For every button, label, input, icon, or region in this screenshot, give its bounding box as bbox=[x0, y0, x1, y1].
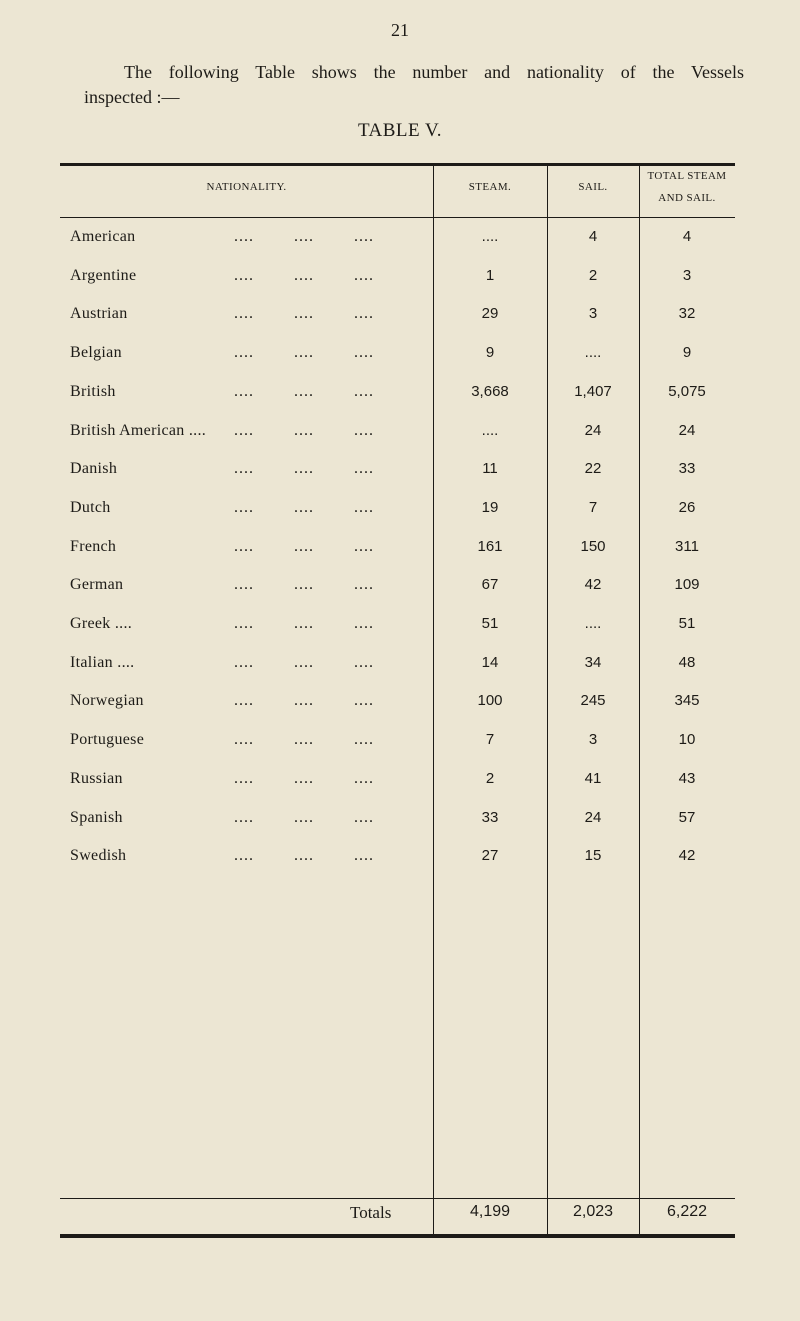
sail-cell: 24 bbox=[584, 808, 602, 826]
header-total-line-2: AND SAIL. bbox=[658, 192, 716, 204]
header-nationality: NATIONALITY. bbox=[206, 181, 287, 193]
leader-dot-group: .... bbox=[294, 305, 314, 323]
table-row bbox=[0, 731, 800, 769]
sail-cell: 34 bbox=[584, 653, 602, 671]
leader-dots bbox=[234, 499, 424, 517]
total-cell: 5,075 bbox=[668, 382, 706, 400]
nationality-cell: Norwegian bbox=[70, 692, 144, 710]
leader-dot-group: .... bbox=[354, 421, 374, 439]
nationality-cell: Russian bbox=[70, 769, 123, 787]
nationality-cell: British American .... bbox=[70, 421, 207, 439]
leader-dots bbox=[234, 305, 424, 323]
steam-cell: 1 bbox=[485, 266, 495, 284]
leader-dot-group: .... bbox=[234, 305, 254, 323]
total-cell: 311 bbox=[675, 537, 699, 555]
table-row bbox=[0, 654, 800, 692]
leader-dot-group: .... bbox=[294, 653, 314, 671]
nationality-cell: Italian .... bbox=[70, 653, 135, 671]
leader-dot-group: .... bbox=[234, 653, 254, 671]
table-row bbox=[0, 770, 800, 808]
leader-dot-group: .... bbox=[234, 498, 254, 516]
total-cell: 24 bbox=[678, 421, 696, 439]
table-row bbox=[0, 383, 800, 421]
leader-dot-group: .... bbox=[294, 537, 314, 555]
leader-dots bbox=[234, 267, 424, 285]
leader-dots bbox=[234, 422, 424, 440]
leader-dot-group: .... bbox=[234, 847, 254, 865]
leader-dot-group: .... bbox=[294, 615, 314, 632]
nationality-cell: Danish bbox=[70, 460, 118, 478]
steam-cell: 2 bbox=[485, 769, 495, 787]
nationality-cell: Greek .... bbox=[70, 615, 133, 632]
header-total-line-1: TOTAL STEAM bbox=[647, 170, 727, 182]
leader-dot-group: .... bbox=[354, 460, 374, 478]
leader-dot-group: .... bbox=[354, 305, 374, 323]
leader-dots bbox=[234, 654, 424, 672]
sail-cell: 1,407 bbox=[574, 382, 612, 400]
leader-dots bbox=[234, 228, 424, 246]
leader-dot-group: .... bbox=[294, 769, 314, 787]
sail-cell: 41 bbox=[584, 769, 602, 787]
leader-dot-group: .... bbox=[234, 615, 254, 632]
leader-dot-group: .... bbox=[234, 731, 254, 749]
leader-dots bbox=[234, 809, 424, 827]
leader-dot-group: .... bbox=[354, 537, 374, 555]
sail-cell: 7 bbox=[588, 498, 598, 516]
table-bottom-rule bbox=[60, 1234, 735, 1238]
table-row bbox=[0, 305, 800, 343]
total-cell: 57 bbox=[678, 808, 696, 826]
steam-cell: .... bbox=[481, 228, 499, 245]
sail-cell: 22 bbox=[584, 460, 602, 478]
leader-dots bbox=[234, 576, 424, 594]
table-row bbox=[0, 692, 800, 730]
leader-dot-group: .... bbox=[294, 460, 314, 478]
table-row bbox=[0, 460, 800, 498]
nationality-cell: Spanish bbox=[70, 808, 123, 826]
totals-top-rule bbox=[60, 1198, 735, 1199]
leader-dot-group: .... bbox=[234, 537, 254, 555]
steam-cell: 161 bbox=[477, 537, 503, 555]
leader-dot-group: .... bbox=[354, 498, 374, 516]
table-row bbox=[0, 809, 800, 847]
sail-cell: 24 bbox=[584, 421, 602, 439]
leader-dot-group: .... bbox=[354, 731, 374, 749]
nationality-cell: German bbox=[70, 576, 124, 594]
sail-cell: .... bbox=[584, 615, 602, 632]
table-row bbox=[0, 538, 800, 576]
totals-steam: 4,199 bbox=[469, 1203, 511, 1220]
steam-cell: 3,668 bbox=[471, 382, 509, 400]
leader-dot-group: .... bbox=[294, 228, 314, 245]
header-sail: SAIL. bbox=[578, 181, 608, 193]
nationality-cell: American bbox=[70, 228, 136, 245]
total-cell: 4 bbox=[682, 228, 692, 245]
steam-cell: 14 bbox=[481, 653, 499, 671]
nationality-cell: Swedish bbox=[70, 847, 127, 865]
leader-dots bbox=[234, 731, 424, 749]
table-row bbox=[0, 615, 800, 653]
leader-dots bbox=[234, 615, 424, 633]
steam-cell: 29 bbox=[481, 305, 499, 323]
totals-total: 6,222 bbox=[666, 1203, 708, 1220]
leader-dots bbox=[234, 692, 424, 710]
leader-dot-group: .... bbox=[234, 228, 254, 245]
page-number: 21 bbox=[391, 20, 409, 40]
steam-cell: .... bbox=[481, 421, 499, 439]
total-cell: 26 bbox=[678, 498, 696, 516]
leader-dot-group: .... bbox=[354, 692, 374, 710]
nationality-cell: Belgian bbox=[70, 344, 122, 362]
total-cell: 42 bbox=[678, 847, 696, 865]
total-cell: 33 bbox=[678, 460, 696, 478]
nationality-cell: Portuguese bbox=[70, 731, 145, 749]
leader-dot-group: .... bbox=[354, 382, 374, 400]
steam-cell: 9 bbox=[485, 344, 495, 362]
leader-dot-group: .... bbox=[234, 460, 254, 478]
sail-cell: 150 bbox=[580, 537, 606, 555]
sail-cell: 3 bbox=[588, 305, 598, 323]
leader-dots bbox=[234, 383, 424, 401]
leader-dot-group: .... bbox=[294, 731, 314, 749]
table-row bbox=[0, 267, 800, 305]
steam-cell: 33 bbox=[481, 808, 499, 826]
nationality-cell: Argentine bbox=[70, 266, 137, 284]
table-title: TABLE V. bbox=[357, 120, 443, 141]
leader-dot-group: .... bbox=[354, 847, 374, 865]
table-top-rule bbox=[60, 163, 735, 166]
leader-dot-group: .... bbox=[234, 769, 254, 787]
sail-cell: 245 bbox=[580, 692, 606, 710]
leader-dots bbox=[234, 847, 424, 865]
total-cell: 48 bbox=[678, 653, 696, 671]
leader-dot-group: .... bbox=[354, 344, 374, 362]
leader-dot-group: .... bbox=[234, 266, 254, 284]
table-row bbox=[0, 499, 800, 537]
leader-dots bbox=[234, 460, 424, 478]
totals-label: Totals bbox=[350, 1203, 392, 1222]
total-cell: 9 bbox=[682, 344, 692, 362]
leader-dot-group: .... bbox=[234, 421, 254, 439]
total-cell: 109 bbox=[674, 576, 700, 594]
leader-dot-group: .... bbox=[234, 808, 254, 826]
header-underline bbox=[60, 217, 735, 218]
table-row bbox=[0, 847, 800, 885]
total-cell: 10 bbox=[678, 731, 696, 749]
leader-dot-group: .... bbox=[354, 769, 374, 787]
leader-dot-group: .... bbox=[234, 576, 254, 594]
nationality-cell: Austrian bbox=[70, 305, 128, 323]
sail-cell: 2 bbox=[588, 266, 598, 284]
leader-dot-group: .... bbox=[354, 228, 374, 245]
sail-cell: 15 bbox=[584, 847, 602, 865]
table-row bbox=[0, 422, 800, 460]
leader-dot-group: .... bbox=[294, 808, 314, 826]
totals-sail: 2,023 bbox=[572, 1203, 614, 1220]
leader-dot-group: .... bbox=[294, 266, 314, 284]
leader-dots bbox=[234, 344, 424, 362]
table-row bbox=[0, 576, 800, 614]
leader-dot-group: .... bbox=[294, 344, 314, 362]
leader-dot-group: .... bbox=[294, 847, 314, 865]
intro-line-2: inspected :— bbox=[84, 87, 180, 107]
steam-cell: 7 bbox=[485, 731, 495, 749]
leader-dots bbox=[234, 770, 424, 788]
leader-dot-group: .... bbox=[294, 576, 314, 594]
leader-dot-group: .... bbox=[294, 382, 314, 400]
steam-cell: 19 bbox=[481, 498, 499, 516]
total-cell: 43 bbox=[678, 769, 696, 787]
table-row bbox=[0, 228, 800, 266]
steam-cell: 100 bbox=[477, 692, 503, 710]
steam-cell: 11 bbox=[482, 460, 498, 478]
leader-dot-group: .... bbox=[354, 266, 374, 284]
sail-cell: 3 bbox=[588, 731, 598, 749]
steam-cell: 67 bbox=[481, 576, 499, 594]
leader-dot-group: .... bbox=[294, 421, 314, 439]
leader-dot-group: .... bbox=[354, 653, 374, 671]
total-cell: 345 bbox=[674, 692, 700, 710]
header-steam: STEAM. bbox=[468, 181, 512, 193]
leader-dot-group: .... bbox=[354, 615, 374, 632]
intro-line-1: The following Table shows the number and nationality of the Vessels bbox=[124, 62, 744, 82]
nationality-cell: French bbox=[70, 537, 117, 555]
sail-cell: 4 bbox=[588, 228, 598, 245]
leader-dot-group: .... bbox=[354, 808, 374, 826]
total-cell: 51 bbox=[678, 615, 696, 632]
table-row bbox=[0, 344, 800, 382]
leader-dot-group: .... bbox=[294, 498, 314, 516]
leader-dot-group: .... bbox=[234, 692, 254, 710]
steam-cell: 51 bbox=[481, 615, 499, 632]
sail-cell: 42 bbox=[584, 576, 602, 594]
leader-dot-group: .... bbox=[354, 576, 374, 594]
nationality-cell: Dutch bbox=[70, 498, 111, 516]
intro-paragraph bbox=[84, 60, 744, 110]
leader-dot-group: .... bbox=[234, 382, 254, 400]
leader-dot-group: .... bbox=[234, 344, 254, 362]
sail-cell: .... bbox=[584, 344, 602, 362]
leader-dots bbox=[234, 538, 424, 556]
nationality-cell: British bbox=[70, 382, 116, 400]
leader-dot-group: .... bbox=[294, 692, 314, 710]
steam-cell: 27 bbox=[481, 847, 499, 865]
total-cell: 3 bbox=[682, 266, 692, 284]
total-cell: 32 bbox=[678, 305, 696, 323]
